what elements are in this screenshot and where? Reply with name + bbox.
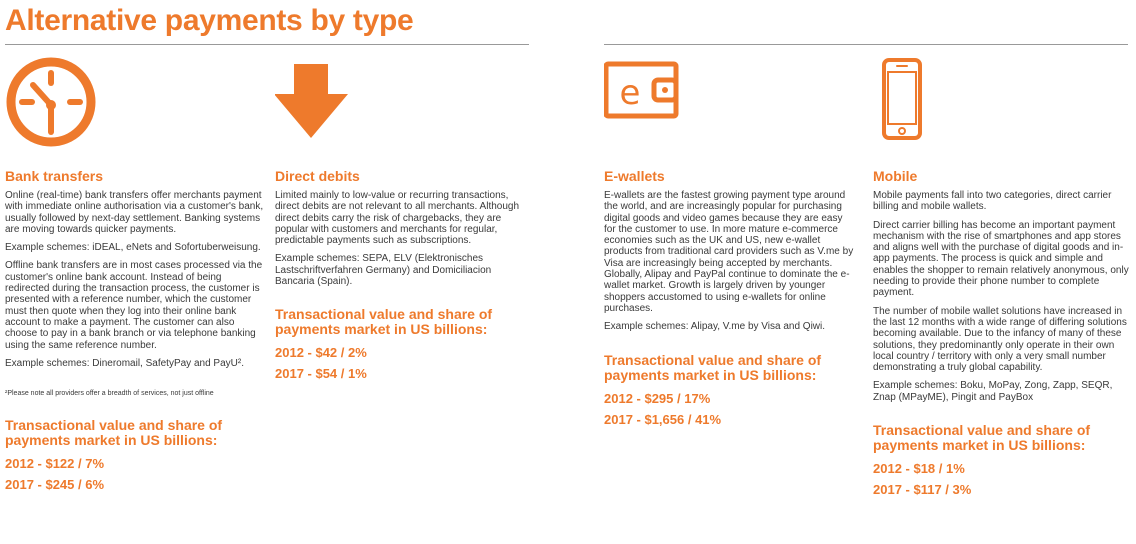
wallet-icon [604,56,684,150]
e-wallets-stat-2012: 2012 - $295 / 17% [604,390,711,406]
page-title: Alternative payments by type [5,4,414,37]
bank-transfers-stat-2012: 2012 - $122 / 7% [5,456,105,472]
mobile-paragraph: Direct carrier billing has become an important payment mechanism with the rise of smartphones and app stores and aligns well with the purchase of digital goods and in-app payments. The process is quick and simple and enables the shopper to remain relatively anonymous, only needing to provide their phone number to complete payment. [873,219,1129,299]
bank-transfers-heading: Bank transfers [5,168,104,184]
e-wallets-stat-2017: 2017 - $1,656 / 41% [604,411,722,427]
svg-text:e: e [619,73,641,113]
mobile-stat-2017: 2017 - $117 / 3% [873,482,972,498]
bank-transfers-column [5,56,267,499]
e-wallets-paragraph: Example schemes: Alipay, V.me by Visa and Qiwi. [604,321,826,333]
bank-transfers-paragraph: Offline bank transfers are in most cases processed via the customer's online bank account. Instead of being redirected during the transaction process, the customer is presented with a reference number, which the customer must then quote when they log into their online bank account to make a payment. The customer can also choose to pay in a bank branch or via telephone banking using the same reference number. [5,260,263,351]
mobile-paragraph: Mobile payments fall into two categories, direct carrier billing and mobile wallets. [873,190,1112,213]
mobile-heading: Mobile [873,168,918,184]
e-wallets-column [604,56,854,434]
e-wallets-heading: E-wallets [604,168,665,184]
clock-icon [5,56,99,150]
direct-debits-heading: Direct debits [275,168,360,184]
mobile-paragraph: The number of mobile wallet solutions have increased in the last 12 months with a wide range of differing solutions becoming available. Due to the infancy of many of these solutions, they predominantly only operate in their own local country / territory with only a very small number demonstrating a truly global capability. [873,305,1127,374]
e-wallets-paragraph: E-wallets are the fastest growing payment type around the world, and are increasingly popular for purchasing digital goods and video games because they are easy for the customer to use. In more mature e-commerce economies such as the UK and US, new e-wallet products from traditional card providers such as V.me by Visa are increasingly being accepted by merchants. Globally, Alipay and PayPal continue to dominate the e-wallet market. Growth is largely driven by younger shoppers accustomed to using e-wallets for online purchases. [604,190,854,314]
direct-debits-stats-heading: Transactional value and share of payments market in US billions: [275,306,493,338]
bank-transfers-stats-heading: Transactional value and share of payments market in US billions: [5,417,223,449]
direct-debits-paragraph: Limited mainly to low-value or recurring transactions, direct debits are not relevant to all merchants. Although direct debits carry the risk of chargebacks, they are popular with customers and merchants for regular, predictable payments such as subscriptions. [275,190,520,247]
e-wallets-stats-heading: Transactional value and share of payments market in US billions: [604,351,822,383]
arrow-down-icon [275,56,355,150]
mobile-stat-2012: 2012 - $18 / 1% [873,461,965,477]
title-rule-right [604,44,1128,45]
bank-transfers-paragraph: Example schemes: Dineromail, SafetyPay and PayU². [5,357,244,369]
bank-transfers-stat-2017: 2017 - $245 / 6% [5,477,105,493]
mobile-paragraph: Example schemes: Boku, MoPay, Zong, Zapp, SEQR, Znap (MPayME), Pingit and PayBox [873,380,1113,403]
bank-transfers-footnote: ²Please note all providers offer a breadth of services, not just offline [5,390,214,398]
bank-transfers-paragraph: Example schemes: iDEAL, eNets and Sofortuberweisung. [5,242,261,254]
mobile-phone-icon [873,56,933,150]
direct-debits-column [275,56,530,388]
title-rule-left [5,44,529,45]
direct-debits-paragraph: Example schemes: SEPA, ELV (Elektronisches Lastschriftverfahren Germany) and Domiciliacion Bancaria (Spain). [275,253,492,288]
mobile-column [873,56,1131,504]
bank-transfers-paragraph: Online (real-time) bank transfers offer merchants payment with immediate online authorisation via a customer's bank, usually followed by next-day settlement. Banking systems are moving towards quicker payments. [5,190,264,235]
direct-debits-stat-2017: 2017 - $54 / 1% [275,366,367,382]
direct-debits-stat-2012: 2012 - $42 / 2% [275,345,367,361]
mobile-stats-heading: Transactional value and share of payments market in US billions: [873,422,1091,454]
